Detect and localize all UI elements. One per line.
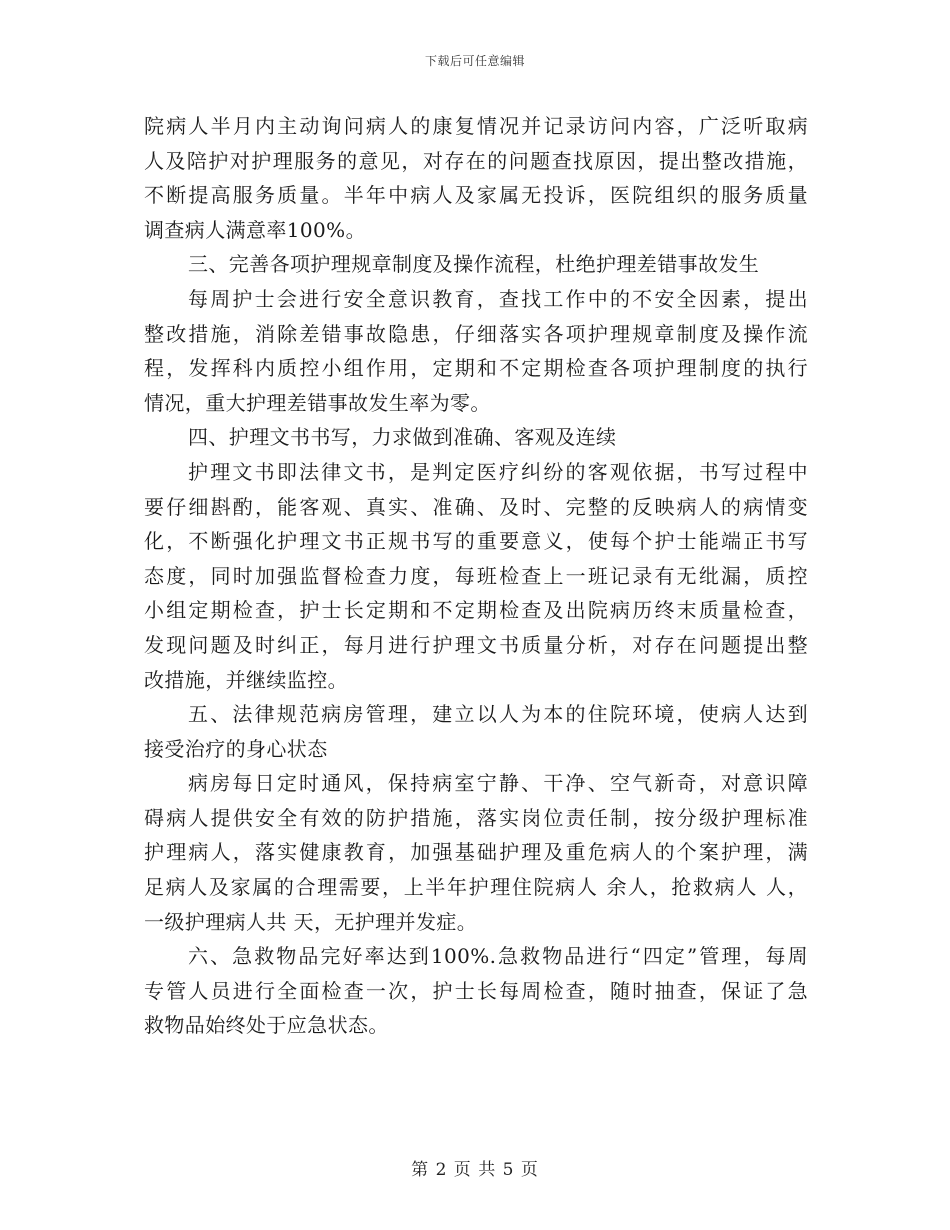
text-line: 五、法律规范病房管理，建立以人为本的住院环境，使病人达到 bbox=[188, 702, 808, 727]
text-line: 足病人及家属的合理需要，上半年护理住院病人 余人，抢救病人 人， bbox=[144, 875, 808, 900]
text-line: 病房每日定时通风，保持病室宁静、干净、空气新奇，对意识障 bbox=[188, 771, 808, 796]
text-line: 小组定期检查，护士长定期和不定期检查及出院病历终末质量检查， bbox=[144, 598, 808, 623]
text-line: 程，发挥科内质控小组作用，定期和不定期检查各项护理制度的执行 bbox=[144, 356, 808, 381]
text-line: 碍病人提供安全有效的防护措施，落实岗位责任制，按分级护理标准 bbox=[144, 805, 808, 830]
text-line: 发现问题及时纠正，每月进行护理文书质量分析，对存在问题提出整 bbox=[144, 632, 808, 657]
text-line: 情况，重大护理差错事故发生率为零。 bbox=[144, 390, 491, 415]
text-line: 护理病人，落实健康教育，加强基础护理及重危病人的个案护理，满 bbox=[144, 840, 808, 865]
text-line: 整改措施，消除差错事故隐患，仔细落实各项护理规章制度及操作流 bbox=[144, 321, 808, 346]
document-body bbox=[144, 109, 808, 1043]
text-line: 专管人员进行全面检查一次，护士长每周检查，随时抽查，保证了急 bbox=[144, 978, 808, 1003]
text-line: 人及陪护对护理服务的意见，对存在的问题查找原因，提出整改措施， bbox=[144, 148, 808, 173]
text-line: 改措施，并继续监控。 bbox=[144, 667, 348, 692]
text-line: 接受治疗的身心状态 bbox=[144, 736, 328, 761]
text-line: 要仔细斟酌，能客观、真实、准确、及时、完整的反映病人的病情变 bbox=[144, 494, 808, 519]
text-line: 一级护理病人共 天，无护理并发症。 bbox=[144, 909, 478, 934]
text-line: 护理文书即法律文书，是判定医疗纠纷的客观依据，书写过程中 bbox=[188, 459, 808, 484]
page-header-note: 下载后可任意编辑 bbox=[424, 54, 525, 68]
text-line: 不断提高服务质量。半年中病人及家属无投诉，医院组织的服务质量 bbox=[144, 183, 808, 208]
text-line: 调查病人满意率100%。 bbox=[144, 217, 366, 242]
text-line: 三、完善各项护理规章制度及操作流程，杜绝护理差错事故发生 bbox=[188, 252, 760, 277]
text-line: 院病人半月内主动询问病人的康复情况并记录访问内容，广泛听取病 bbox=[144, 114, 808, 138]
text-line: 态度，同时加强监督检查力度，每班检查上一班记录有无纰漏，质控 bbox=[144, 563, 808, 588]
text-line: 救物品始终处于应急状态。 bbox=[144, 1013, 389, 1038]
text-line: 化，不断强化护理文书正规书写的重要意义，使每个护士能端正书写 bbox=[144, 529, 808, 554]
text-line: 六、急救物品完好率达到100%.急救物品进行“四定”管理，每周 bbox=[188, 944, 808, 969]
text-line: 每周护士会进行安全意识教育，查找工作中的不安全因素，提出 bbox=[188, 286, 808, 311]
page-number-footer: 第 2 页 共 5 页 bbox=[411, 1160, 539, 1180]
text-line: 四、护理文书书写，力求做到准确、客观及连续 bbox=[188, 425, 617, 450]
